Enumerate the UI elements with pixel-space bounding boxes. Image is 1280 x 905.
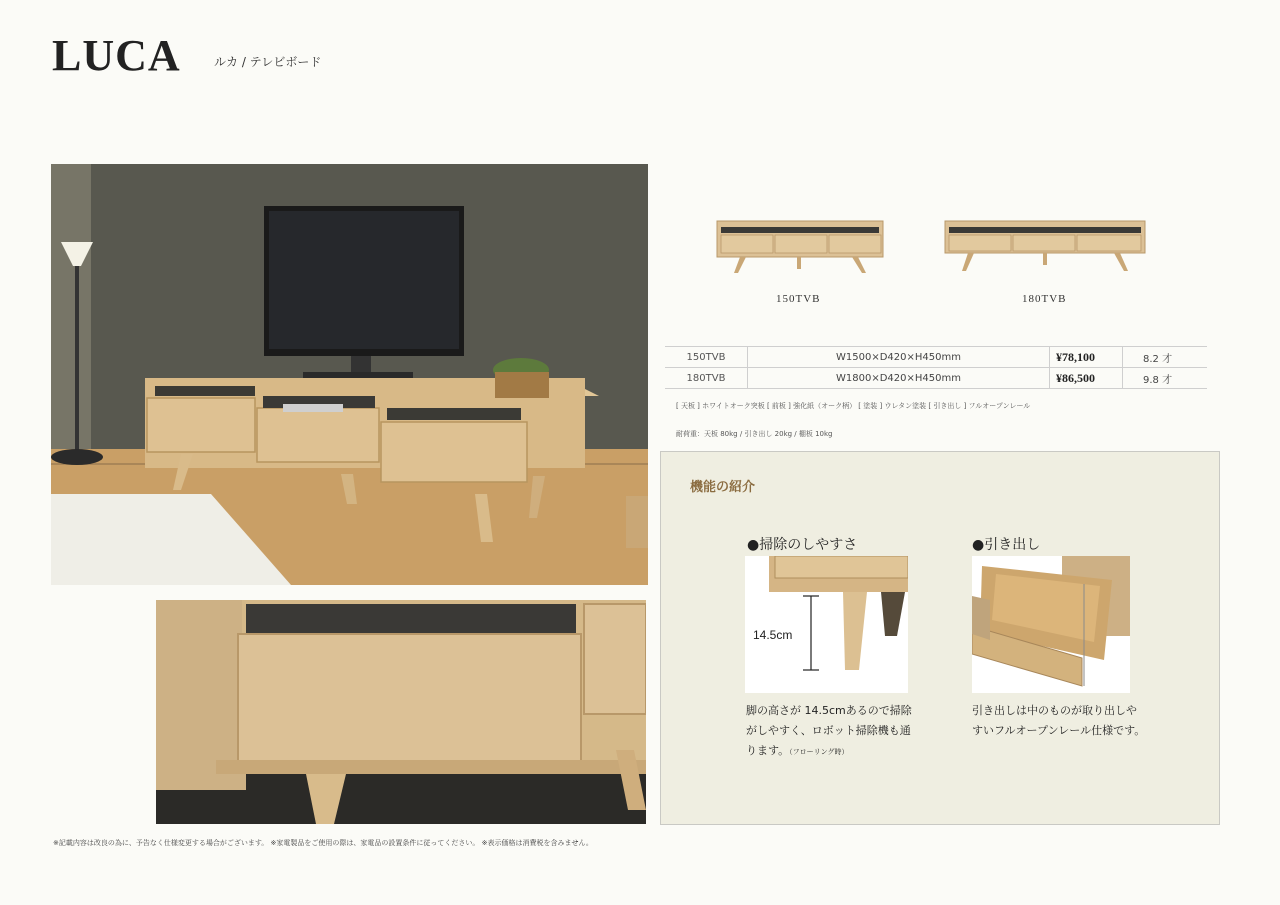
drawer-image [972, 556, 1130, 693]
spec-model: 180TVB [665, 368, 748, 389]
feature-desc-drawer: 引き出しは中のものが取り出しやすいフルオープンレール仕様です。 [972, 704, 1146, 737]
feature-desc-cleaning-note: （フローリング時） [789, 748, 849, 756]
spec-model: 150TVB [665, 347, 748, 368]
room-photo [51, 164, 648, 585]
model-label-150tvb: 150TVB [776, 293, 821, 305]
load-capacity-text: 耐荷重：天板 80kg / 引き出し 20kg / 棚板 10kg [676, 430, 833, 438]
features-title: 機能の紹介 [690, 480, 756, 495]
page-subtitle: ルカ / テレビボード [214, 55, 322, 69]
spec-dimensions: W1800×D420×H450mm [748, 368, 1050, 389]
leg-height-measure: 14.5cm [753, 628, 793, 642]
spec-dimensions: W1500×D420×H450mm [748, 347, 1050, 368]
spec-price: ¥78,100 [1050, 347, 1123, 368]
page-title: LUCA [52, 31, 181, 80]
model-label-180tvb: 180TVB [1022, 293, 1067, 305]
materials-text: [ 天板 ] ホワイトオーク突板 [ 前板 ] 強化紙（オーク柄） [ 塗装 ] ウレタン塗装 [ 引き出し ] フルオープンレール [676, 402, 1031, 410]
product-image-180tvb [940, 215, 1150, 277]
table-row [665, 347, 1207, 368]
feature-desc-cleaning-main: 脚の高さが 14.5cmあるので掃除がしやすく、ロボット掃除機も通ります。 [746, 704, 912, 757]
features-panel [660, 451, 1220, 825]
spec-table [665, 346, 1207, 389]
spec-price: ¥86,500 [1050, 368, 1123, 389]
feature-title-cleaning: ●掃除のしやすさ [747, 537, 858, 553]
feature-desc-cleaning [746, 701, 921, 762]
leg-height-image [745, 556, 908, 693]
detail-photo [156, 600, 646, 824]
footnote: ※記載内容は改良の為に、予告なく仕様変更する場合がございます。 ※家電製品をご使用の際は、家電品の設置条件に従ってください。 ※表示価格は消費税を含みません。 [53, 839, 593, 847]
product-image-150tvb [712, 215, 887, 277]
spec-weight: 9.8 才 [1123, 368, 1208, 389]
feature-title-drawer: ●引き出し [972, 537, 1041, 553]
table-row [665, 368, 1207, 389]
spec-weight: 8.2 才 [1123, 347, 1208, 368]
